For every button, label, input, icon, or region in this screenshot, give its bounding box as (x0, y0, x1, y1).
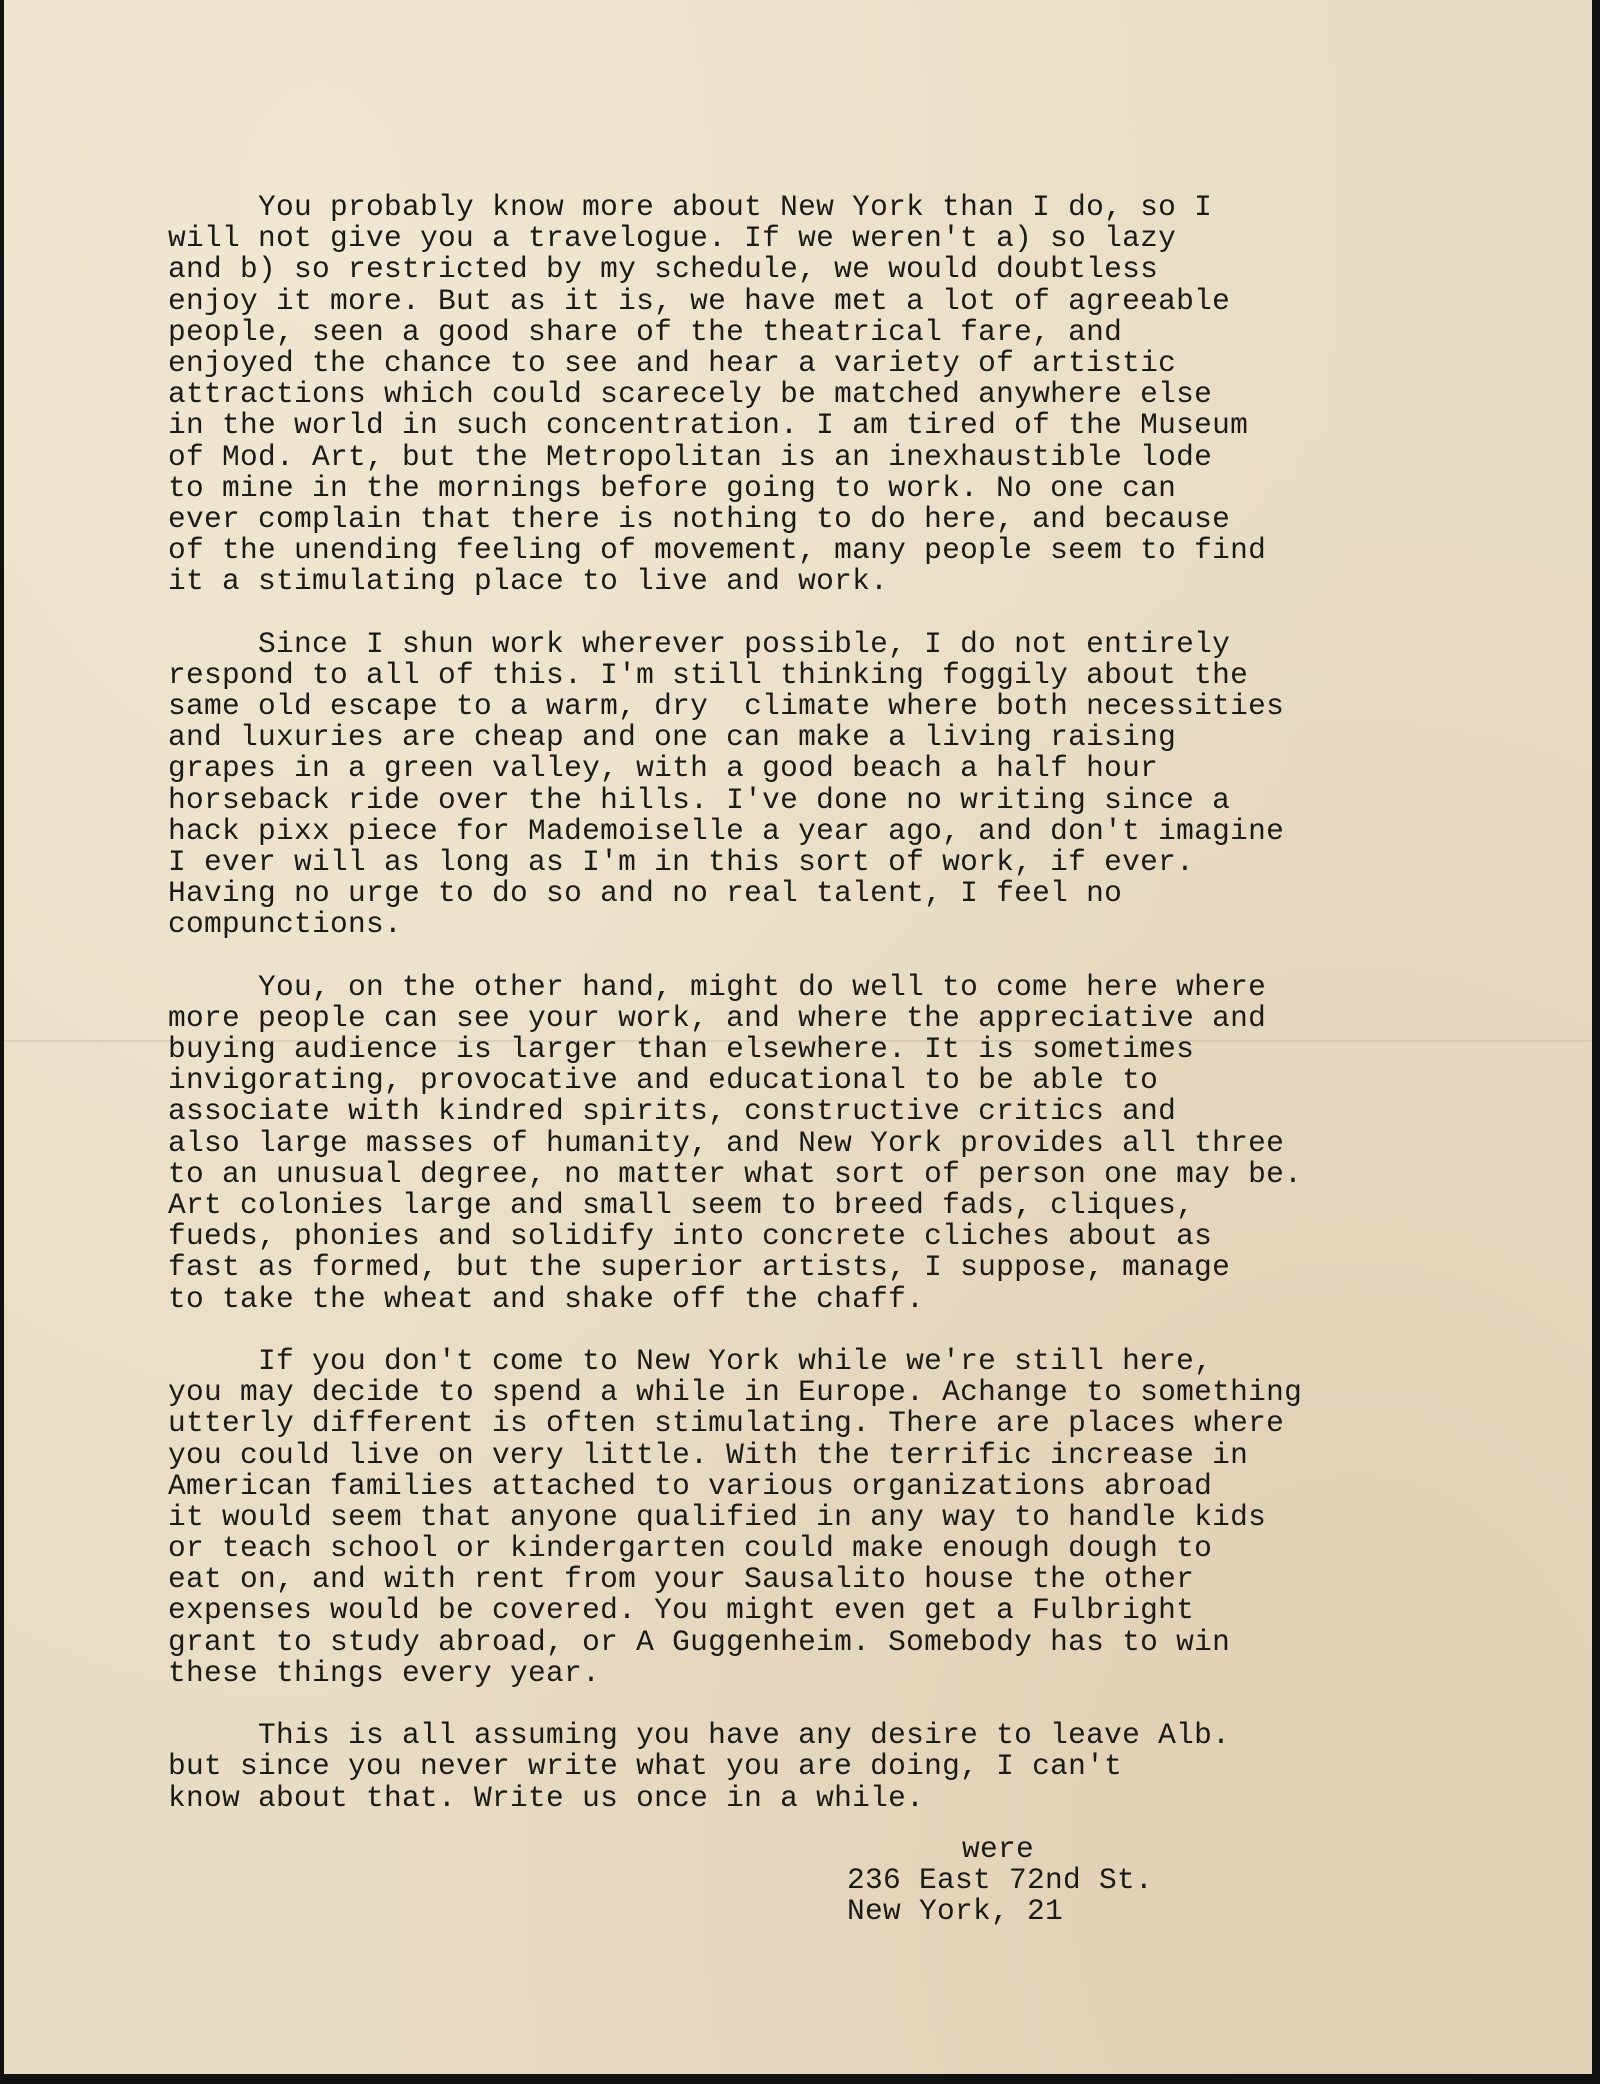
text-line: it would seem that anyone qualified in any way to handle kids (168, 1499, 1267, 1534)
text-line: Art colonies large and small seem to breed fads, cliques, (168, 1188, 1195, 1222)
text-line: will not give you a travelogue. If we weren't a) so lazy (168, 221, 1177, 256)
text-line: people, seen a good share of the theatrical fare, and (168, 314, 1123, 349)
text-line: in the world in such concentration. I am tired of the Museum (168, 408, 1249, 443)
text-line: ever complain that there is nothing to do here, and because (168, 501, 1231, 536)
text-line: eat on, and with rent from your Sausalito house the other (168, 1562, 1195, 1597)
text-line: If you don't come to New York while we're still here, (168, 1343, 1213, 1378)
text-line: You probably know more about New York than I do, so I (168, 190, 1213, 224)
text-line: you could live on very little. With the terrific increase in (168, 1437, 1249, 1472)
text-line: it a stimulating place to live and work. (168, 564, 889, 599)
text-line: or teach school or kindergarten could make enough dough to (168, 1531, 1213, 1566)
text-line: but since you never write what you are doing, I can't (168, 1749, 1123, 1784)
return-address (847, 1834, 1153, 1928)
text-line: Since I shun work wherever possible, I do not entirely (168, 626, 1231, 661)
text-line: of Mod. Art, but the Metropolitan is an inexhaustible lode (168, 439, 1213, 474)
text-line: more people can see your work, and where the appreciative and (168, 1000, 1267, 1035)
text-line: to an unusual degree, no matter what sort of person one may be. (168, 1156, 1303, 1191)
paragraph-2 (168, 626, 1448, 942)
text-line: buying audience is larger than elsewhere. It is sometimes (168, 1032, 1195, 1067)
text-line: grapes in a green valley, with a good beach a half hour (168, 751, 1159, 786)
text-line: know about that. Write us once in a while. (168, 1780, 925, 1815)
letter-body (168, 192, 1448, 1845)
paragraph-1 (168, 192, 1448, 597)
paragraph-4 (168, 1343, 1448, 1690)
text-line: expenses would be covered. You might even get a Fulbright (168, 1593, 1195, 1628)
letter-page (4, 0, 1592, 2074)
text-line: to take the wheat and shake off the chaff. (168, 1281, 925, 1316)
text-line: American families attached to various organizations abroad (168, 1468, 1213, 1503)
text-line: utterly different is often stimulating. There are places where (168, 1406, 1285, 1441)
text-line: Having no urge to do so and no real talent, I feel no (168, 876, 1123, 911)
text-line: You, on the other hand, might do well to come here where (168, 969, 1267, 1004)
text-line: attractions which could scarecely be matched anywhere else (168, 377, 1213, 412)
paragraph-5 (168, 1720, 1448, 1814)
text-line: invigorating, provocative and educational to be able to (168, 1063, 1159, 1098)
text-line: and b) so restricted by my schedule, we would doubtless (168, 252, 1159, 287)
text-line: compunctions. (168, 907, 403, 942)
text-line: fast as formed, but the superior artists, I suppose, manage (168, 1250, 1231, 1285)
text-line: also large masses of humanity, and New York provides all three (168, 1125, 1285, 1160)
address-line-city: New York, 21 (847, 1894, 1064, 1929)
text-line: same old escape to a warm, dry climate where both necessities (168, 689, 1285, 723)
text-line: fueds, phonies and solidify into concrete cliches about as (168, 1219, 1213, 1254)
text-line: these things every year. (168, 1655, 601, 1690)
text-line: I ever will as long as I'm in this sort of work, if ever. (168, 844, 1195, 879)
text-line: you may decide to spend a while in Europe. Achange to something (168, 1375, 1303, 1410)
text-line: and luxuries are cheap and one can make a living raising (168, 720, 1177, 755)
text-line: enjoy it more. But as it is, we have met a lot of agreeable (168, 283, 1231, 318)
text-line: This is all assuming you have any desire to leave Alb. (168, 1718, 1231, 1753)
text-line: respond to all of this. I'm still thinking foggily about the (168, 657, 1249, 692)
text-line: to mine in the mornings before going to work. No one can (168, 470, 1177, 505)
paragraph-3 (168, 969, 1448, 1316)
text-line: grant to study abroad, or A Guggenheim. Somebody has to win (168, 1624, 1231, 1659)
text-line: associate with kindred spirits, constructive critics and (168, 1094, 1177, 1129)
text-line: hack pixx piece for Mademoiselle a year ago, and don't imagine (168, 813, 1285, 848)
text-line: of the unending feeling of movement, many people seem to find (168, 533, 1267, 568)
text-line: horseback ride over the hills. I've done no writing since a (168, 782, 1231, 817)
address-line-were: were (962, 1832, 1035, 1866)
text-line: enjoyed the chance to see and hear a variety of artistic (168, 345, 1177, 380)
address-line-street: 236 East 72nd St. (847, 1863, 1154, 1898)
